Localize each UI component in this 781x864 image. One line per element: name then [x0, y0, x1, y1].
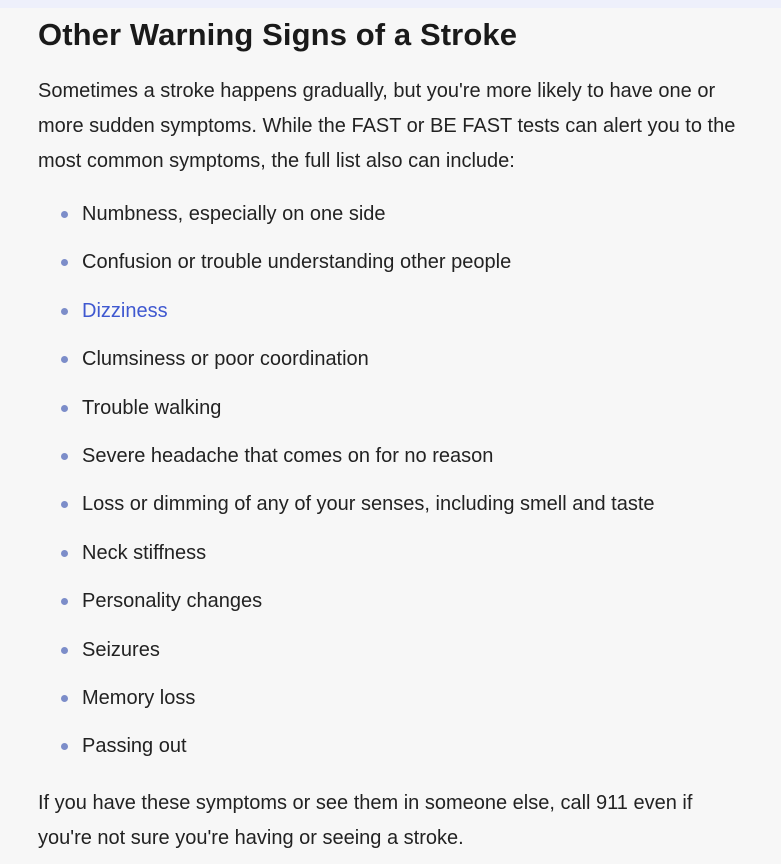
symptom-text: Numbness, especially on one side — [82, 203, 386, 225]
bullet-icon — [61, 453, 68, 460]
symptom-text: Clumsiness or poor coordination — [82, 348, 369, 371]
closing-paragraph: If you have these symptoms or see them in someone else, call 911 even if you're not sure you're having or seeing a stroke. — [38, 791, 693, 849]
section-heading: Other Warning Signs of a Stroke — [38, 17, 518, 52]
list-item — [38, 489, 748, 537]
list-item — [38, 683, 748, 731]
list-item — [38, 344, 748, 392]
symptom-text: Confusion or trouble understanding other people — [82, 251, 512, 274]
list-item — [38, 199, 748, 247]
bullet-icon — [61, 598, 68, 605]
symptom-text: Passing out — [82, 735, 187, 758]
top-divider-strip — [0, 0, 781, 8]
list-item — [38, 586, 748, 634]
list-item — [38, 731, 748, 779]
list-item — [38, 296, 748, 344]
list-item — [38, 538, 748, 586]
symptom-text: Seizures — [82, 638, 160, 661]
list-item — [38, 393, 748, 441]
bullet-icon — [61, 743, 68, 750]
article-section — [38, 14, 748, 856]
dizziness-link[interactable]: Dizziness — [82, 299, 168, 322]
bullet-icon — [61, 259, 68, 266]
bullet-icon — [61, 356, 68, 363]
list-item — [38, 635, 748, 683]
symptom-text: Personality changes — [82, 590, 263, 613]
list-item — [38, 441, 748, 489]
symptom-text: Memory loss — [82, 686, 196, 709]
symptom-text: Loss or dimming of any of your senses, including smell and taste — [82, 493, 655, 516]
bullet-icon — [61, 405, 68, 412]
bullet-icon — [61, 550, 68, 557]
symptom-text: Neck stiffness — [82, 541, 207, 564]
symptom-list — [38, 199, 748, 780]
intro-paragraph: Sometimes a stroke happens gradually, but you're more likely to have one or more sudden symptoms. While the FAST or BE FAST tests can alert you to the most common symptoms, the full list also can include: — [38, 80, 736, 172]
bullet-icon — [61, 695, 68, 702]
symptom-text: Severe headache that comes on for no reason — [82, 444, 494, 467]
bullet-icon — [61, 308, 68, 315]
list-item — [38, 247, 748, 295]
bullet-icon — [61, 647, 68, 654]
bullet-icon — [61, 501, 68, 508]
bullet-icon — [61, 211, 68, 218]
symptom-text: Trouble walking — [82, 396, 222, 419]
